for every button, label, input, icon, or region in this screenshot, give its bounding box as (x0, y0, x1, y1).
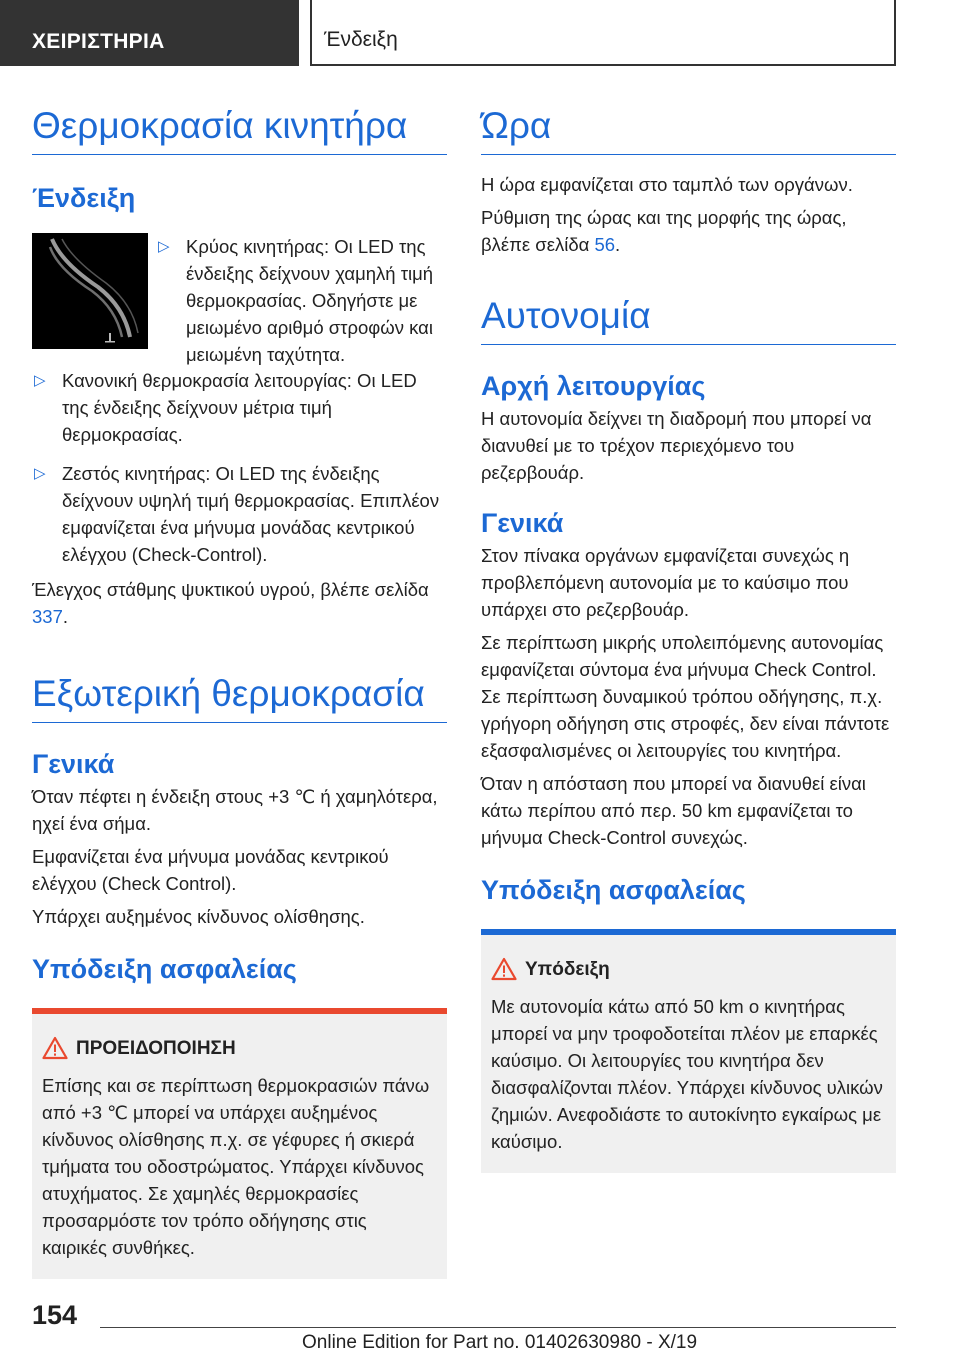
range-general-title: Γενικά (481, 508, 564, 538)
chapter-tab: Ένδειξη (310, 0, 896, 66)
time-title: Ώρα (481, 105, 552, 146)
footer-rule (100, 1327, 896, 1328)
time-setting-reference: Ρύθμιση της ώρας και της μορφής της ώρας, βλέπε σελίδα 56. (481, 207, 847, 255)
range-safety-title: Υπόδειξη ασφαλείας (481, 875, 746, 905)
engine-temp-gauge-image (32, 233, 148, 349)
outside-safety-title: Υπόδειξη ασφαλείας (32, 954, 297, 984)
outside-temp-paragraph: Όταν πέφτει η ένδειξη στους +3 ℃ ή χαμηλότερα, ηχεί ένα σήμα. (32, 786, 438, 834)
range-paragraph: Σε περίπτωση μικρής υπολειπόμενης αυτονομίας εμφανίζεται σύντομα ένα μήνυμα Check Control. Σε περίπτωση δυναμικού τρόπου οδήγησης, π.χ. γρήγορη οδήγηση στις στροφές, δεν είναι πάντοτε εξασφαλισμένες οι λειτουργίες του κινητήρα. (481, 632, 890, 761)
title-rule (481, 344, 896, 345)
range-principle-text: Η αυτονομία δείχνει τη διαδρομή που μπορεί να διανυθεί με το τρέχον περιεχόμενο του ρεζερβουάρ. (481, 408, 872, 483)
notice-text: Με αυτονομία κάτω από 50 km ο κινητήρας μπορεί να μην τροφοδοτείται πλέον με επαρκές καύσιμο. Οι λειτουργίες του κινητήρα δεν διασφαλίζονται πλέον. Υπάρχει κίνδυνος υλικών ζημιών. Ανεφοδιάστε το αυτοκίνητο εγκαίρως με καύσιμο. (491, 996, 883, 1152)
triangle-right-outline-icon: ▷ (34, 465, 46, 482)
outside-temp-paragraph: Εμφανίζεται ένα μήνυμα μονάδας κεντρικού ελέγχου (Check Control). (32, 846, 389, 894)
time-page-link[interactable]: 56 (594, 234, 616, 255)
warning-box (32, 1008, 447, 1279)
edition-text: Online Edition for Part no. 01402630980 - X/19 (302, 1332, 698, 1353)
bullet-cold-engine: ▷ Κρύος κινητήρας: Οι LED της ένδειξης δείχνουν χαμηλή τιμή θερμοκρασίας. Οδηγήστε με μειωμένο αριθμό στροφών και μειωμένη ταχύτητα. (156, 233, 447, 368)
notice-heading: Υπόδειξη (491, 957, 884, 983)
coolant-reference: Έλεγχος στάθμης ψυκτικού υγρού, βλέπε σελίδα 337. (32, 579, 429, 627)
warning-text: Επίσης και σε περίπτωση θερμοκρασιών πάνω από +3 ℃ μπορεί να υπάρχει αυξημένος κίνδυνος ολίσθησης π.χ. σε γέφυρες ή σκιερά τμήματα του οδοστρώματος. Υπάρχει κίνδυνος ατυχήματος. Σε χαμηλές θερμοκρασίες προσαρμόστε τον τρόπο οδήγησης στις καιρικές συνθήκες. (42, 1075, 430, 1258)
left-column (32, 96, 447, 1279)
right-column (481, 96, 896, 1173)
title-rule (32, 154, 447, 155)
engine-temp-subtitle: Ένδειξη (32, 183, 136, 213)
section-tab: ΧΕΙΡΙΣΤΗΡΙΑ (0, 0, 299, 66)
title-rule (32, 722, 447, 723)
outside-temp-title: Εξωτερική θερμοκρασία (32, 673, 425, 714)
range-paragraph: Όταν η απόσταση που μπορεί να διανυθεί είναι κάτω περίπου από περ. 50 km εμφανίζεται το μήνυμα Check-Control συνεχώς. (481, 773, 866, 848)
warning-triangle-icon (491, 957, 517, 981)
temperature-gauge-icon (32, 233, 148, 349)
time-paragraph: Η ώρα εμφανίζεται στο ταμπλό των οργάνων. (481, 174, 853, 195)
bullet-normal-temp: ▷ Κανονική θερμοκρασία λειτουργίας: Οι LED της ένδειξης δείχνουν μέτρια τιμή θερμοκρασίας. (32, 367, 447, 448)
range-title: Αυτονομία (481, 295, 651, 336)
page-header (0, 0, 960, 66)
triangle-right-outline-icon: ▷ (34, 372, 46, 389)
bullet-hot-engine: ▷ Ζεστός κινητήρας: Οι LED της ένδειξης δείχνουν υψηλή τιμή θερμοκρασίας. Επιπλέον εμφανίζεται ένα μήνυμα μονάδας κεντρικού ελέγχου (Check-Control). (32, 460, 447, 568)
range-principle-title: Αρχή λειτουργίας (481, 371, 706, 401)
engine-temp-intro (32, 233, 447, 365)
warning-heading: ΠΡΟΕΙΔΟΠΟΙΗΣΗ (42, 1036, 435, 1062)
coolant-page-link[interactable]: 337 (32, 606, 63, 627)
title-rule (481, 154, 896, 155)
notice-box (481, 929, 896, 1173)
outside-temp-paragraph: Υπάρχει αυξημένος κίνδυνος ολίσθησης. (32, 906, 365, 927)
triangle-right-outline-icon: ▷ (158, 238, 170, 255)
range-paragraph: Στον πίνακα οργάνων εμφανίζεται συνεχώς η προβλεπόμενη αυτονομία με το καύσιμο που υπάρχει στο ρεζερβουάρ. (481, 545, 850, 620)
warning-triangle-icon (42, 1036, 68, 1060)
engine-temp-title: Θερμοκρασία κινητήρα (32, 105, 408, 146)
outside-temp-subtitle: Γενικά (32, 749, 115, 779)
page-number: 154 (32, 1300, 78, 1330)
